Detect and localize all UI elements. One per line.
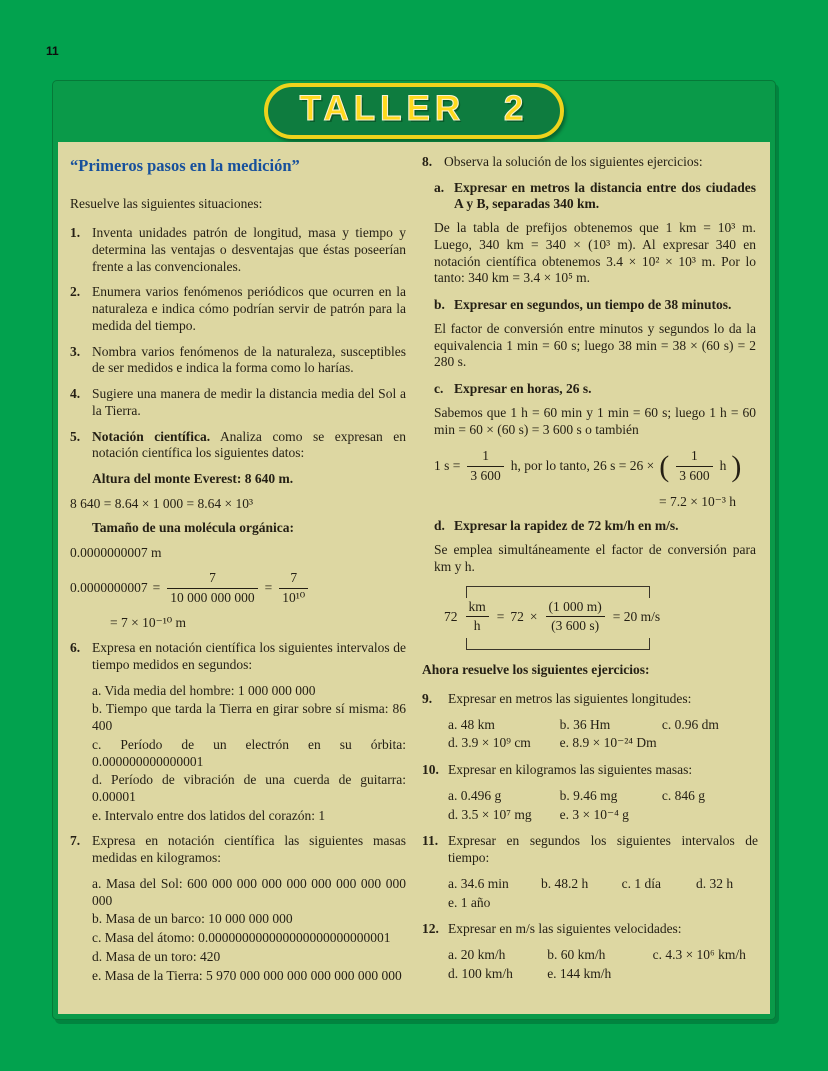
- section-title: “Primeros pasos en la medición”: [70, 156, 300, 175]
- item-text: Nombra varios fenómenos de la naturaleza, susceptibles de ser medidos e indica la forma como lo harías.: [92, 343, 406, 376]
- fraction-numerator: 1: [467, 448, 503, 467]
- solution-d-heading: [434, 518, 756, 535]
- solution-c-heading: [434, 381, 756, 398]
- bottom-connector-bracket: [466, 638, 650, 650]
- formula-unit: h: [719, 458, 727, 474]
- item-text: [92, 429, 406, 462]
- option: a. 48 km: [448, 716, 495, 732]
- item7-options: [92, 876, 406, 984]
- option: c. 1 día: [621, 875, 661, 891]
- list-item-8: [422, 154, 758, 171]
- item-number: 6.: [70, 640, 81, 656]
- diagram-value: 72: [510, 608, 524, 624]
- list-item-6: [70, 640, 406, 673]
- item8-solutions: [434, 180, 756, 650]
- fraction-denominator: 10¹⁰: [282, 589, 306, 605]
- solution-title: Expresar en horas, 26 s.: [454, 381, 592, 397]
- item-text: Observa la solución de los siguientes ejercicios:: [444, 154, 703, 169]
- molecule-label: Tamaño de una molécula orgánica:: [92, 520, 295, 536]
- diagram-value: 72: [444, 608, 458, 624]
- item-number: 5.: [70, 428, 81, 444]
- fraction-numerator: km: [466, 599, 489, 618]
- item-number: 4.: [70, 386, 81, 402]
- list-item-3: [70, 344, 406, 377]
- item-number: 9.: [422, 690, 433, 706]
- list-item-2: [70, 284, 406, 334]
- top-connector-bracket: [466, 586, 650, 598]
- option-row: [448, 895, 758, 912]
- item-text: Expresar en metros las siguientes longitudes:: [448, 690, 692, 706]
- option: d. Período de vibración de una cuerda de guitarra: 0.00001: [92, 772, 406, 805]
- solution-b-body: El factor de conversión entre minutos y segundos lo da la equivalencia 1 min = 60 s; luego 38 min = 38 × (60 s) = 2 280 s.: [434, 320, 756, 370]
- option: b. Tiempo que tarda la Tierra en girar sobre sí misma: 86 400: [92, 701, 406, 734]
- option: a. Masa del Sol: 600 000 000 000 000 000 000 000 000 000: [92, 875, 406, 908]
- equals-sign: =: [496, 608, 505, 624]
- list-item-5: [70, 429, 406, 462]
- item12-options: [448, 947, 758, 982]
- option: e. 144 km/h: [547, 965, 612, 981]
- option: e. Masa de la Tierra: 5 970 000 000 000 000 000 000 000: [92, 967, 402, 983]
- taller-banner: [264, 83, 565, 139]
- option: b. Masa de un barco: 10 000 000 000: [92, 911, 293, 927]
- unit-fraction: [466, 599, 489, 635]
- fraction-numerator: 7: [167, 570, 257, 589]
- fraction-denominator: h: [473, 618, 481, 634]
- equals-sign: =: [264, 579, 273, 595]
- option: c. 4.3 × 10⁶ km/h: [652, 946, 746, 962]
- open-paren: (: [659, 449, 670, 483]
- intro-text: Resuelve las siguientes situaciones:: [70, 196, 263, 212]
- conversion-fraction: [546, 599, 605, 635]
- item-number: 1.: [70, 225, 81, 241]
- item-bold-title: Notación científica.: [92, 428, 211, 444]
- item11-options: [448, 876, 758, 911]
- option: c. Período de un electrón en su órbita: 0.000000000000001: [92, 736, 406, 769]
- diagram-result: = 20 m/s: [612, 608, 661, 624]
- close-paren: ): [731, 449, 742, 483]
- fraction-numerator: (1 000 m): [546, 599, 605, 618]
- option: b. 48.2 h: [541, 875, 589, 891]
- item-number: 10.: [422, 762, 439, 778]
- option: c. 846 g: [661, 787, 706, 803]
- solution-title: Expresar la rapidez de 72 km/h en m/s.: [454, 518, 679, 534]
- item-text: Sugiere una manera de medir la distancia media del Sol a la Tierra.: [92, 386, 406, 418]
- option: a. 34.6 min: [448, 875, 509, 891]
- fraction-denominator: 3 600: [470, 468, 501, 484]
- item-number: 2.: [70, 284, 81, 300]
- item9-options: [448, 717, 758, 752]
- solution-a-heading: [434, 180, 756, 213]
- conversion-diagram: [440, 586, 756, 650]
- option: e. Intervalo entre dos latidos del corazón: 1: [92, 807, 326, 823]
- left-column: [70, 154, 406, 1006]
- item-text: Inventa unidades patrón de longitud, masa y tiempo y determina las ventajas o desventajas que éstas poseerían frente a las convencionales.: [92, 225, 406, 274]
- page-number: 11: [46, 44, 59, 58]
- list-item-4: [70, 386, 406, 419]
- option: e. 3 × 10⁻⁴ g: [559, 806, 629, 822]
- list-item-11: [422, 833, 758, 866]
- fraction: [279, 570, 308, 606]
- item-number: 11.: [422, 833, 439, 849]
- ahora-heading: Ahora resuelve los siguientes ejercicios:: [422, 662, 650, 678]
- fraction-numerator: 7: [279, 570, 308, 589]
- option: d. 3.9 × 10⁹ cm: [448, 735, 531, 751]
- banner-row: [52, 80, 776, 142]
- item-number: 12.: [422, 921, 439, 937]
- formula-lhs: 1 s =: [434, 458, 461, 474]
- item-text: Expresar en segundos los siguientes intervalos de tiempo:: [448, 833, 758, 866]
- option: d. 100 km/h: [448, 965, 513, 981]
- solution-a-body: De la tabla de prefijos obtenemos que 1 km = 10³ m. Luego, 340 km = 340 × (10³ m). Al expresar 340 en notación científica obtenemos 3.4 × 10² × 10³ m. Por lo tanto: 340 km = 3.4 × 10⁵ m.: [434, 220, 756, 286]
- banner-title: TALLER 2: [299, 88, 529, 128]
- option: d. 32 h: [695, 875, 734, 891]
- solution-c-result: = 7.2 × 10⁻³ h: [658, 493, 736, 509]
- solution-label: a.: [434, 179, 445, 195]
- solution-title: Expresar en segundos, un tiempo de 38 minutos.: [454, 297, 732, 313]
- option-row: [448, 947, 758, 964]
- paper: [58, 142, 770, 1014]
- everest-label: Altura del monte Everest: 8 640 m.: [92, 471, 294, 486]
- list-item-10: [422, 762, 758, 779]
- item10-options: [448, 788, 758, 823]
- equation-lhs: 0.0000000007: [70, 579, 148, 595]
- option: e. 8.9 × 10⁻²⁴ Dm: [559, 735, 657, 751]
- option-row: [448, 966, 758, 983]
- option: a. 0.496 g: [448, 787, 502, 803]
- option: d. Masa de un toro: 420: [92, 948, 221, 964]
- formula-mid: h, por lo tanto, 26 s = 26 ×: [510, 458, 655, 474]
- right-column: [422, 154, 758, 1006]
- option: b. 60 km/h: [547, 946, 606, 962]
- option-row: [448, 788, 758, 805]
- option-row: [448, 876, 758, 893]
- item-text: Expresar en kilogramos las siguientes masas:: [448, 762, 693, 778]
- equals-sign: =: [152, 579, 161, 595]
- solution-label: c.: [434, 381, 444, 397]
- solution-c-formula: [434, 448, 756, 484]
- list-item-9: [422, 691, 758, 708]
- fraction: [167, 570, 257, 606]
- option: a. 20 km/h: [448, 946, 506, 962]
- fraction: [467, 448, 503, 484]
- solution-b-heading: [434, 297, 756, 314]
- option: c. 0.96 dm: [661, 716, 719, 732]
- solution-d-body: Se emplea simultáneamente el factor de conversión para km y h.: [434, 542, 756, 574]
- option: d. 3.5 × 10⁷ mg: [448, 806, 532, 822]
- item-text: Expresa en notación científica las siguientes masas medidas en kilogramos:: [92, 833, 406, 866]
- fraction-numerator: 1: [676, 448, 712, 467]
- solution-label: d.: [434, 518, 445, 534]
- list-item-1: [70, 225, 406, 275]
- list-item-7: [70, 833, 406, 866]
- list-item-12: [422, 921, 758, 938]
- molecule-equation: [70, 570, 406, 606]
- item-text: Expresa en notación científica los siguientes intervalos de tiempo medidos en segundos:: [92, 640, 406, 672]
- option-row: [448, 807, 758, 824]
- solution-label: b.: [434, 297, 445, 313]
- option: e. 1 año: [448, 894, 491, 910]
- item-text-rest: Analiza como se expresan en notación científica los siguientes datos:: [92, 428, 406, 461]
- option: a. Vida media del hombre: 1 000 000 000: [92, 682, 316, 698]
- molecule-value: 0.0000000007 m: [70, 545, 162, 561]
- item-number: 8.: [422, 154, 433, 169]
- fraction: [676, 448, 712, 484]
- item-text: Expresar en m/s las siguientes velocidades:: [448, 921, 682, 937]
- item-number: 3.: [70, 343, 81, 359]
- item6-options: [92, 683, 406, 825]
- fraction-denominator: 10 000 000 000: [170, 589, 255, 605]
- everest-equation: 8 640 = 8.64 × 1 000 = 8.64 × 10³: [70, 495, 254, 511]
- worksheet-frame: [52, 80, 776, 1020]
- item-number: 7.: [70, 833, 81, 849]
- solution-c-body: Sabemos que 1 h = 60 min y 1 min = 60 s; luego 1 h = 60 min = 60 × (60 s) = 3 600 s o también: [434, 404, 756, 437]
- solution-title: Expresar en metros la distancia entre dos ciudades A y B, separadas 340 km.: [454, 179, 756, 212]
- option: c. Masa del átomo: 0.000000000000000000000000001: [92, 930, 391, 946]
- option: b. 36 Hm: [559, 716, 611, 732]
- times-sign: ×: [529, 608, 538, 624]
- item-text: Enumera varios fenómenos periódicos que ocurren en la naturaleza e indica cómo podrían servir de patrón para la medida del tiempo.: [92, 284, 406, 333]
- molecule-result: = 7 × 10⁻¹⁰ m: [110, 615, 187, 631]
- option: b. 9.46 mg: [559, 787, 618, 803]
- option-row: [448, 735, 758, 752]
- option-row: [448, 717, 758, 734]
- fraction-denominator: 3 600: [679, 468, 710, 484]
- fraction-denominator: (3 600 s): [551, 618, 600, 634]
